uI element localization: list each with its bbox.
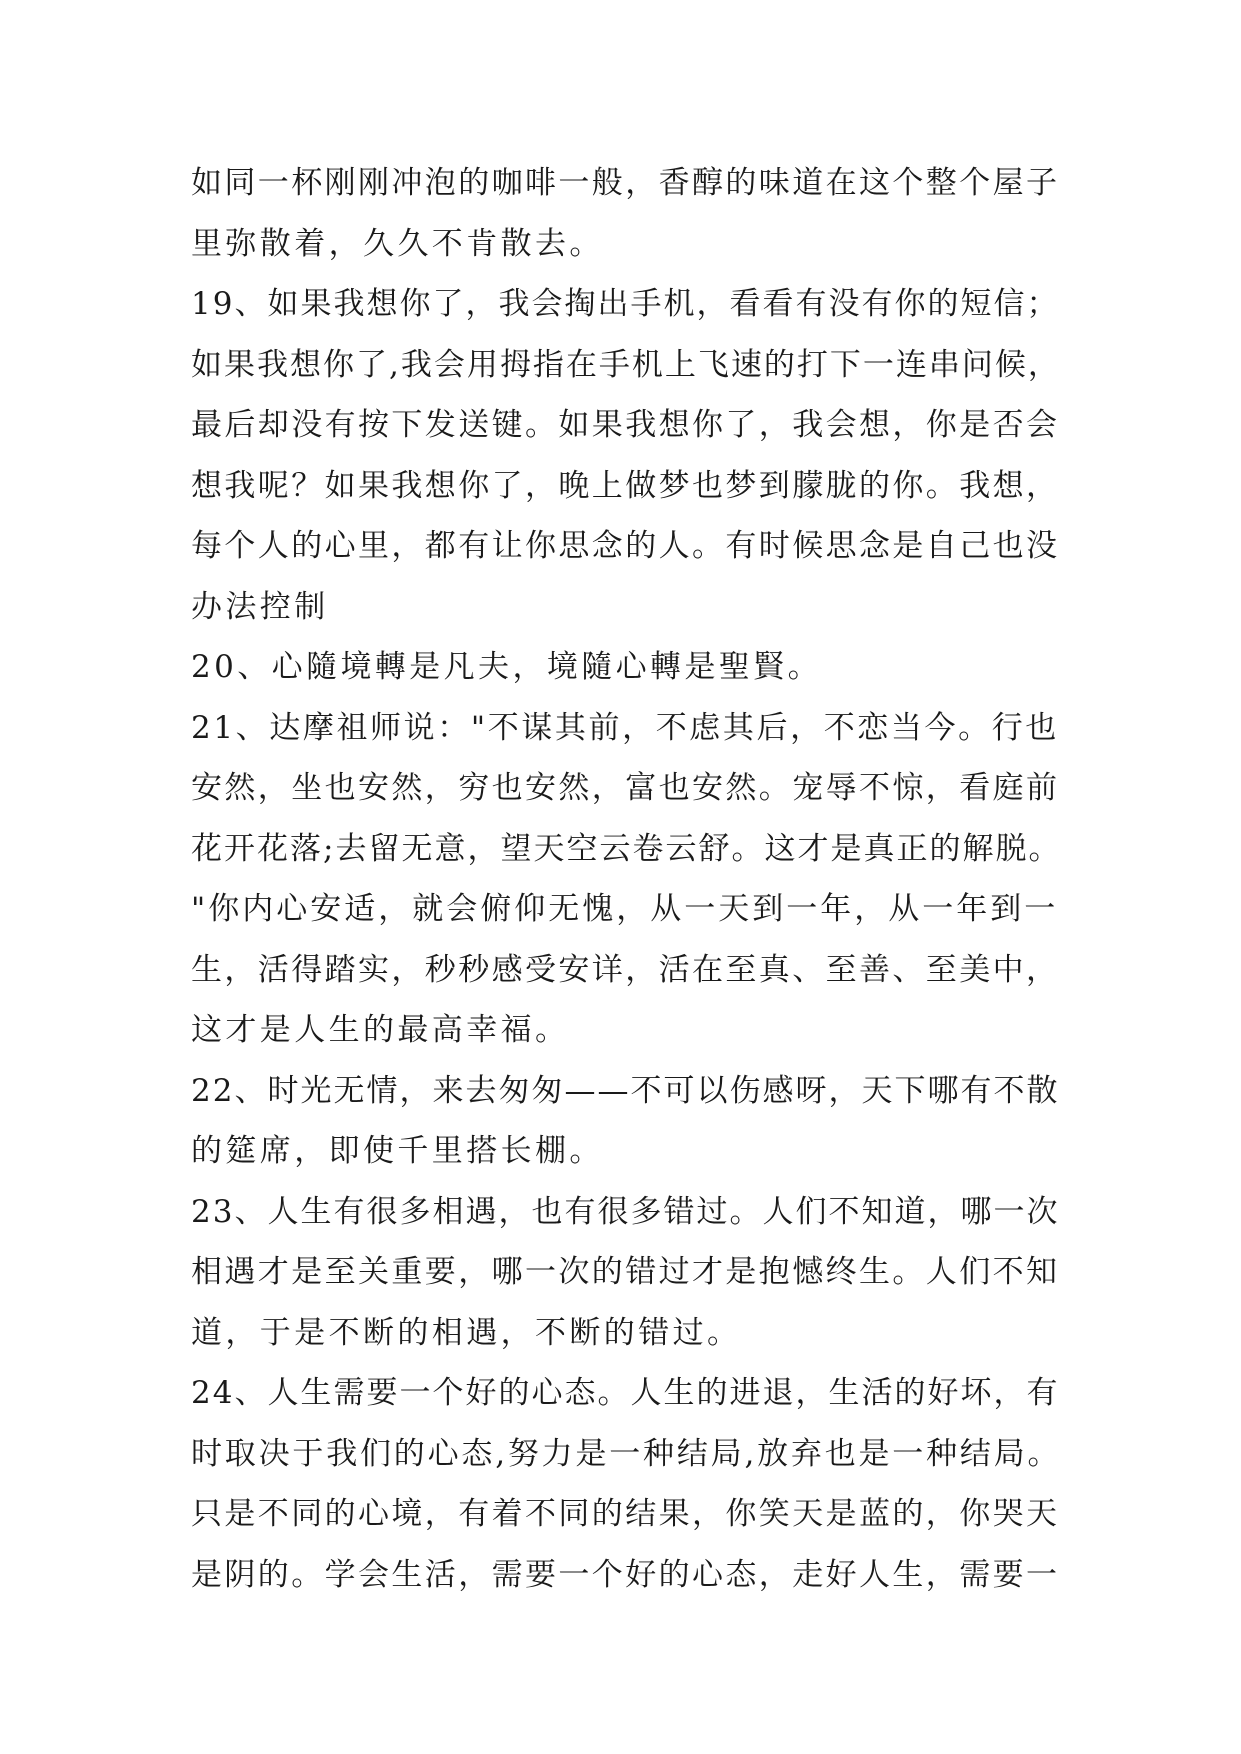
text-line-24: 是阴的。学会生活，需要一个好的心态，走好人生，需要一 [191,1556,1060,1593]
text-line-13: "你内心安适，就会俯仰无愧，从一天到一年，从一年到一 [191,891,1059,927]
text-line-17: 的筵席，即使千里搭长棚。 [191,1133,604,1169]
text-line-2: 里弥散着，久久不肯散去。 [191,225,604,262]
text-line-22: 时取决于我们的心态,努力是一种结局,放弃也是一种结局。 [191,1435,1062,1472]
text-line-12: 花开花落;去留无意，望天空云卷云舒。这才是真正的解脱。 [191,830,1062,867]
text-line-1: 如同一杯刚刚冲泡的咖啡一般，香醇的味道在这个整个屋子 [191,165,1060,201]
text-line-8: 办法控制 [191,588,329,625]
body-text [191,153,1061,1605]
text-line-15: 这才是人生的最高幸福。 [191,1012,570,1048]
text-line-7: 每个人的心里，都有让你思念的人。有时候思念是自己也没 [191,528,1060,564]
text-line-6: 想我呢？如果我想你了，晚上做梦也梦到朦胧的你。我想， [191,467,1060,504]
text-line-3: 19、如果我想你了，我会掏出手机，看看有没有你的短信； [191,286,1060,322]
text-line-10: 21、达摩祖师说："不谋其前，不虑其后，不恋当今。行也 [191,709,1059,746]
text-line-19: 相遇才是至关重要，哪一次的错过才是抱憾终生。人们不知 [191,1254,1060,1290]
text-line-9: 20、心隨境轉是凡夫，境隨心轉是聖賢。 [191,649,823,685]
text-line-16: 22、时光无情，来去匆匆——不可以伤感呀，天下哪有不散 [191,1072,1060,1109]
text-line-5: 最后却没有按下发送键。如果我想你了，我会想，你是否会 [191,407,1060,443]
text-line-14: 生，活得踏实，秒秒感受安详，活在至真、至善、至美中， [191,951,1060,988]
text-line-23: 只是不同的心境，有着不同的结果，你笑天是蓝的，你哭天 [191,1496,1060,1532]
text-line-20: 道，于是不断的相遇，不断的错过。 [191,1314,742,1351]
text-line-4: 如果我想你了,我会用拇指在手机上飞速的打下一连串问候， [191,346,1061,383]
text-line-18: 23、人生有很多相遇，也有很多错过。人们不知道，哪一次 [191,1193,1060,1230]
text-line-21: 24、人生需要一个好的心态。人生的进退，生活的好坏，有 [191,1375,1060,1411]
text-line-11: 安然，坐也安然，穷也安然，富也安然。宠辱不惊，看庭前 [191,770,1060,806]
